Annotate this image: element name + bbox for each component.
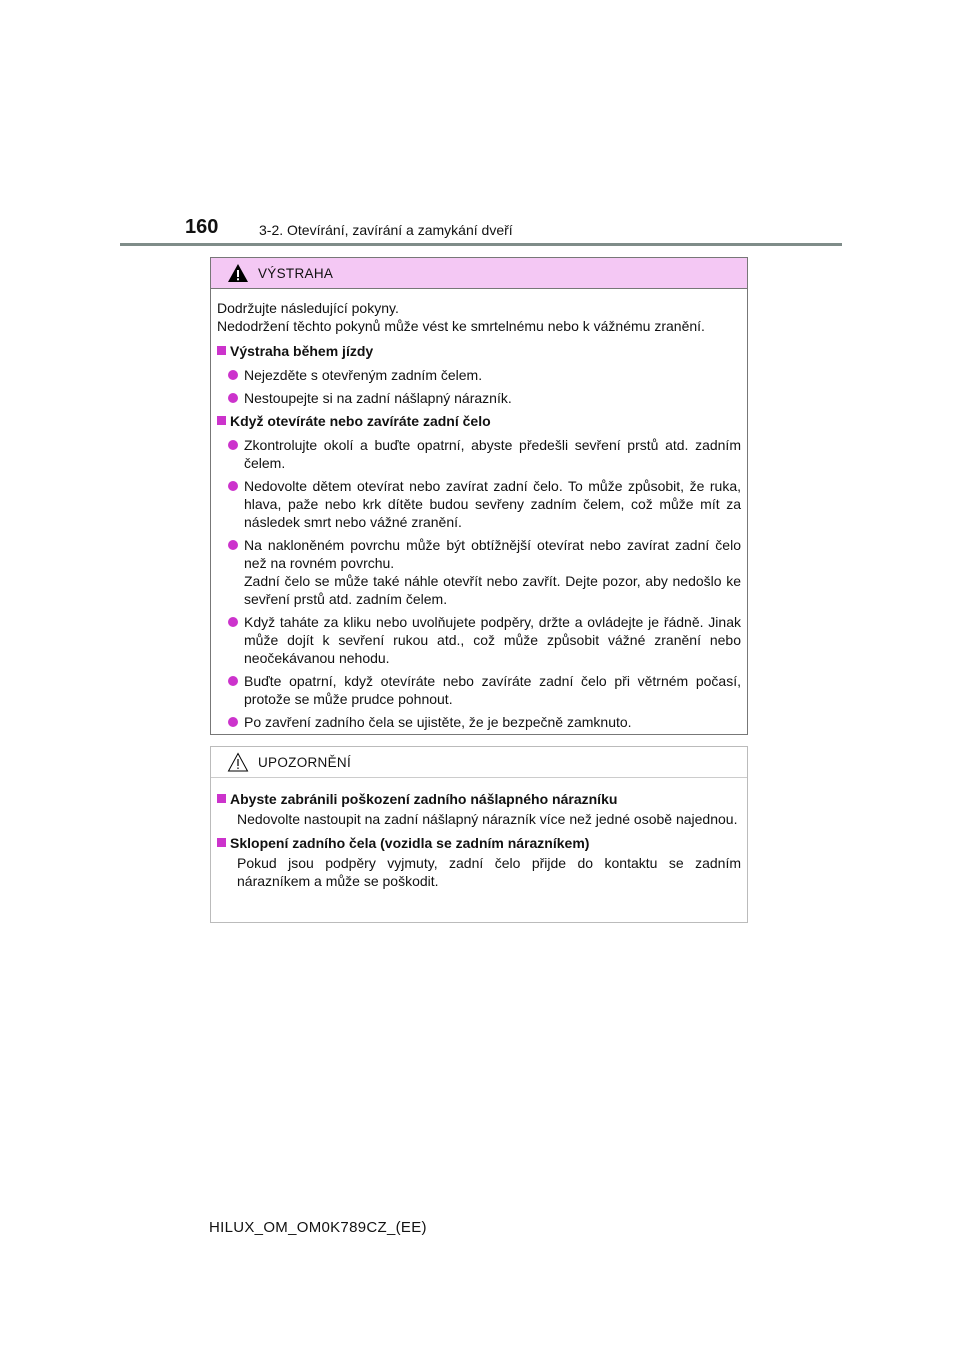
list-item — [228, 366, 741, 384]
item-text: Zkontrolujte okolí a buďte opatrní, abyste předešli sevření prstů atd. zadním čelem. — [244, 437, 741, 471]
warning-triangle-icon — [227, 263, 249, 283]
caution-box — [210, 746, 748, 923]
circle-bullet-icon — [228, 540, 238, 550]
item-text: Když taháte za kliku nebo uvolňujete podpěry, držte a ovládejte je řádně. Jinak může dojít k sevření rukou atd., což může způsobit vážné zranění nebo neočekávanou nehodu. — [244, 614, 741, 666]
warning-intro — [217, 299, 741, 335]
circle-bullet-icon — [228, 393, 238, 403]
item-text: Buďte opatrní, když otevíráte nebo zavíráte zadní čelo při větrném počasí, protože se může prudce pohnout. — [244, 673, 741, 707]
item-text: Nejezděte s otevřeným zadním čelem. — [244, 367, 483, 383]
caution-triangle-icon — [227, 752, 249, 772]
circle-bullet-icon — [228, 481, 238, 491]
square-bullet-icon — [217, 346, 226, 355]
header-rule — [120, 243, 842, 246]
warning-header — [211, 258, 747, 289]
caution-group-heading — [217, 790, 741, 808]
warning-body — [211, 289, 747, 731]
warning-group-heading — [217, 412, 741, 430]
warning-intro-line: Nedodržení těchto pokynů může vést ke smrtelnému nebo k vážnému zranění. — [217, 318, 705, 334]
section-title: 3-2. Otevírání, zavírání a zamykání dveří — [259, 222, 513, 238]
caution-title: UPOZORNĚNÍ — [258, 754, 352, 770]
circle-bullet-icon — [228, 440, 238, 450]
circle-bullet-icon — [228, 370, 238, 380]
list-item — [228, 613, 741, 667]
caution-header — [211, 747, 747, 778]
item-text: Zadní čelo se může také náhle otevřít nebo zavřít. Dejte pozor, aby nedošlo ke sevření prstů atd. zadním čelem. — [244, 573, 741, 607]
caution-text: Pokud jsou podpěry vyjmuty, zadní čelo přijde do kontaktu se zadním nárazníkem a může se poškodit. — [237, 855, 741, 889]
list-item — [228, 389, 741, 407]
warning-intro-line: Dodržujte následující pokyny. — [217, 300, 399, 316]
circle-bullet-icon — [228, 676, 238, 686]
caution-text: Nedovolte nastoupit na zadní nášlapný nárazník více než jedné osobě najednou. — [237, 811, 738, 827]
heading-text: Sklopení zadního čela (vozidla se zadním nárazníkem) — [230, 835, 590, 851]
caution-group-heading — [217, 834, 741, 852]
warning-group-heading — [217, 342, 741, 360]
page-number: 160 — [185, 216, 219, 238]
square-bullet-icon — [217, 416, 226, 425]
list-item — [228, 713, 741, 731]
square-bullet-icon — [217, 794, 226, 803]
caution-body — [211, 778, 747, 890]
list-item — [228, 436, 741, 472]
heading-text: Výstraha během jízdy — [230, 343, 374, 359]
list-item — [228, 672, 741, 708]
item-text: Nedovolte dětem otevírat nebo zavírat zadní čelo. To může způsobit, že ruka, hlava, paže nebo krk dítěte budou sevřeny zadním čelem, což může mít za následek smrt nebo vážné zranění. — [244, 478, 741, 530]
circle-bullet-icon — [228, 717, 238, 727]
heading-text: Abyste zabránili poškození zadního nášlapného nárazníku — [230, 791, 618, 807]
list-item — [228, 477, 741, 531]
list-item — [228, 536, 741, 608]
circle-bullet-icon — [228, 617, 238, 627]
square-bullet-icon — [217, 838, 226, 847]
item-text: Na nakloněném povrchu může být obtížnější otevírat nebo zavírat zadní čelo než na rovném povrchu. — [244, 537, 741, 571]
warning-box — [210, 257, 748, 735]
heading-text: Když otevíráte nebo zavíráte zadní čelo — [230, 413, 491, 429]
footer-code: HILUX_OM_OM0K789CZ_(EE) — [209, 1219, 427, 1236]
warning-title: VÝSTRAHA — [258, 265, 334, 281]
item-text: Po zavření zadního čela se ujistěte, že je bezpečně zamknuto. — [244, 714, 632, 730]
item-text: Nestoupejte si na zadní nášlapný nárazník. — [244, 390, 512, 406]
